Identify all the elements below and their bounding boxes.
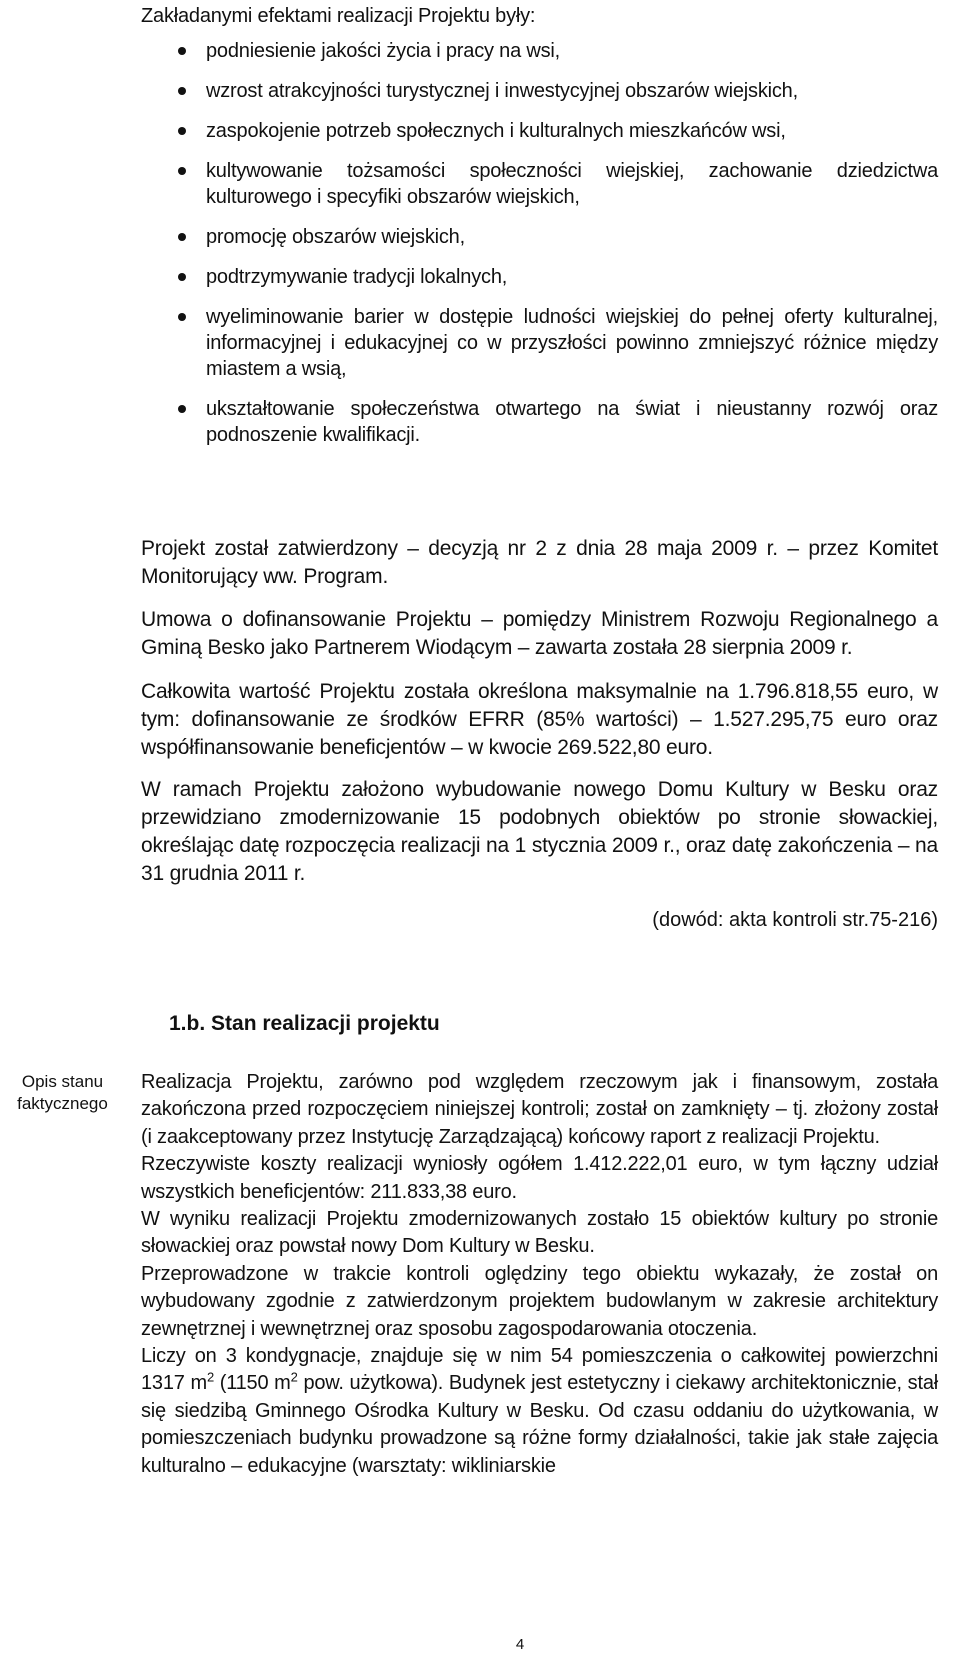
facts-paragraph: Liczy on 3 kondygnacje, znajduje się w nim 54 pomieszczenia o całkowitej powierzchni 1317 $m^2$ (1150 $m^2$ pow. użytkowa). Budynek jest estetyczny i ciekawy architektonicznie, stał się siedzibą Gminnego Ośrodka Kultury w Besku. Od czasu oddaniu do użytkowania, w pomieszczeniach budynku prowadzone są różne formy działalności, takie jak stałe zajęcia kulturalno – edukacyjne (warsztaty: wikliniarskie [141,1345,938,1477]
facts-paragraph: Realizacja Projektu, zarówno pod względem rzeczowym jak i finansowym, została zakończona przed rozpoczęciem niniejszej kontroli; został on zamknięty – tj. złożony został (i zaakceptowany przez Instytucję Zarządzającą) końcowy raport z realizacji Projektu. [141,1071,938,1148]
scope-paragraph: W ramach Projektu założono wybudowanie nowego Domu Kultury w Besku oraz przewidziano zmodernizowanie 15 podobnych obiektów po stronie słowackiej, określając datę rozpoczęcia realizacji na 1 stycznia 2009 r., oraz datę zakończenia – na 31 grudnia 2011 r. [141,778,938,885]
evidence-reference: (dowód: akta kontroli str.75-216) [652,909,938,931]
approval-paragraph: Projekt został zatwierdzony – decyzją nr 2 z dnia 28 maja 2009 r. – przez Komitet Monitorujący ww. Program. [141,537,938,588]
bullet-icon [178,313,186,321]
bullet-icon [178,127,186,135]
bullet-icon [178,87,186,95]
bullet-icon [178,273,186,281]
list-item: promocję obszarów wiejskich, [178,224,938,250]
side-label: Opis stanu faktycznego [17,1072,108,1113]
effects-list [178,38,938,462]
list-item: kultywowanie tożsamości społeczności wiejskiej, zachowanie dziedzictwa kulturowego i specyfiki obszarów wiejskich, [178,158,938,210]
list-item: podniesienie jakości życia i pracy na wsi, [178,38,938,64]
facts-paragraph: Rzeczywiste koszty realizacji wyniosły ogółem 1.412.222,01 euro, w tym łączny udział wszystkich beneficjentów: 211.833,38 euro. [141,1153,938,1203]
list-item: zaspokojenie potrzeb społecznych i kulturalnych mieszkańców wsi, [178,118,938,144]
bullet-icon [178,233,186,241]
bullet-icon [178,405,186,413]
list-item: ukształtowanie społeczeństwa otwartego na świat i nieustanny rozwój oraz podnoszenie kwalifikacji. [178,396,938,448]
bullet-icon [178,47,186,55]
facts-paragraph: Przeprowadzone w trakcie kontroli oględziny tego obiektu wykazały, że został on wybudowany zgodnie z zatwierdzonym projektem budowlanym w zakresie architektury zewnętrznej i wewnętrznej oraz sposobu zagospodarowania otoczenia. [141,1262,938,1340]
bullet-icon [178,167,186,175]
list-item: wzrost atrakcyjności turystycznej i inwestycyjnej obszarów wiejskich, [178,78,938,104]
list-item: wyeliminowanie barier w dostępie ludności wiejskiej do pełnej oferty kulturalnej, informacyjnej i edukacyjnej co w przyszłości powinno zmniejszyć różnice między miastem a wsią, [178,304,938,382]
value-paragraph: Całkowita wartość Projektu została określona maksymalnie na 1.796.818,55 euro, w tym: dofinansowanie ze środków EFRR (85% wartości) – 1.527.295,75 euro oraz współfinansowanie beneficjentów – w kwocie 269.522,80 euro. [141,680,938,759]
facts-section [141,1069,938,1480]
list-item: podtrzymywanie tradycji lokalnych, [178,264,938,290]
section-title: 1.b. Stan realizacji projektu [169,1012,440,1035]
facts-paragraph: W wyniku realizacji Projektu zmodernizowanych zostało 15 obiektów kultury po stronie słowackiej oraz powstał nowy Dom Kultury w Besku. [141,1208,938,1258]
intro-text: Zakładanymi efektami realizacji Projektu były: [141,5,536,27]
agreement-paragraph: Umowa o dofinansowanie Projektu – pomiędzy Ministrem Rozwoju Regionalnego a Gminą Besko jako Partnerem Wiodącym – zawarta została 28 sierpnia 2009 r. [141,608,938,659]
page-number: 4 [515,1636,525,1653]
